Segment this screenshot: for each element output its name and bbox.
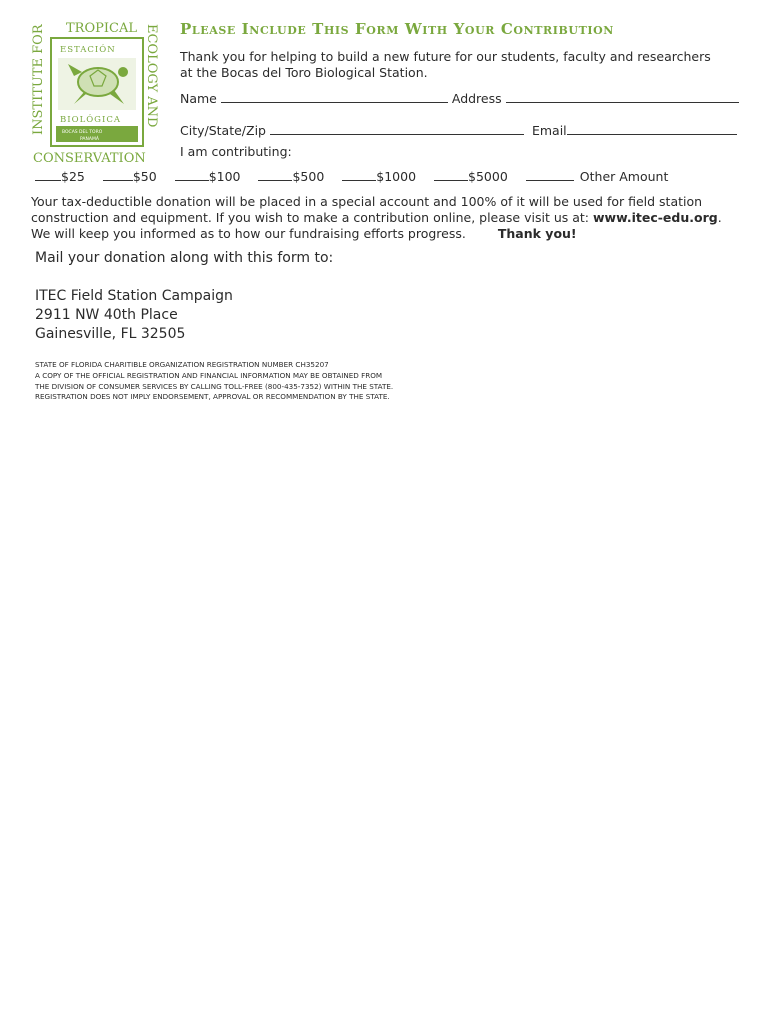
logo-bottom-text: CONSERVATION — [33, 151, 146, 164]
donation-note — [31, 194, 722, 242]
legal-line-1: STATE OF FLORIDA CHARITIBLE ORGANIZATION REGISTRATION NUMBER CH35207 — [35, 360, 329, 369]
city-email-row — [180, 122, 737, 139]
intro-line-2: at the Bocas del Toro Biological Station. — [180, 65, 428, 80]
page-title: Please Include This Form With Your Contribution — [180, 20, 614, 38]
mail-instruction: Mail your donation along with this form to: — [35, 250, 334, 266]
logo-inner-top: ESTACIÓN — [60, 45, 116, 55]
address-label: Address — [451, 91, 502, 106]
legal-line-3: THE DIVISION OF CONSUMER SERVICES BY CALLING TOLL-FREE (800-435-7352) WITHIN THE STATE. — [35, 381, 394, 391]
email-label: Email — [531, 123, 567, 138]
amount-option[interactable]: $50 — [103, 169, 157, 184]
logo-right-text: ECOLOGY AND — [144, 24, 159, 128]
legal-line-4: REGISTRATION DOES NOT IMPLY ENDORSEMENT, APPROVAL OR RECOMMENDATION BY THE STATE. — [35, 392, 390, 402]
address-field[interactable] — [506, 90, 739, 103]
logo-top-text: TROPICAL — [66, 21, 137, 36]
amount-option[interactable]: $500 — [258, 169, 324, 184]
address-line-3: Gainesville, FL 32505 — [35, 326, 186, 342]
amount-option[interactable]: $25 — [35, 169, 85, 184]
email-field[interactable] — [567, 122, 737, 135]
turtle-icon — [58, 58, 136, 110]
address-line-1: ITEC Field Station Campaign — [35, 288, 233, 304]
name-label: Name — [180, 91, 217, 106]
logo-left-text: INSTITUTE FOR — [31, 24, 46, 135]
amount-option[interactable]: $1000 — [342, 169, 416, 184]
name-field[interactable] — [221, 90, 448, 103]
city-label: City/State/Zip — [180, 123, 266, 138]
legal-line-2: A COPY OF THE OFFICIAL REGISTRATION AND FINANCIAL INFORMATION MAY BE OBTAINED FROM — [35, 370, 383, 380]
thank-you-text: Thank you! — [497, 226, 577, 241]
amount-option[interactable]: $5000 — [434, 169, 508, 184]
note-line-1: Your tax-deductible donation will be placed in a special account and 100% of it will be used for field station — [31, 194, 703, 209]
note-line-3: We will keep you informed as to how our fundraising efforts progress. Thank you! — [31, 226, 577, 241]
intro-line-1: Thank you for helping to build a new future for our students, faculty and researchers — [180, 49, 711, 64]
address-line-2: 2911 NW 40th Place — [35, 307, 178, 323]
contributing-label: I am contributing: — [180, 144, 292, 159]
amount-option[interactable]: $100 — [175, 169, 241, 184]
logo-inner-small-1: BOCAS DEL TORO — [62, 130, 103, 135]
intro-text — [180, 49, 711, 81]
amount-options — [35, 169, 682, 184]
website-link[interactable]: www.itec-edu.org — [592, 210, 718, 225]
name-address-row — [180, 90, 739, 107]
mail-address — [35, 287, 233, 344]
amount-option-other[interactable]: Other Amount — [526, 169, 669, 184]
logo-inner-small-2: PANAMÁ — [80, 137, 99, 142]
itec-logo — [30, 18, 164, 164]
logo-inner-bottom: BIOLÓGICA — [60, 115, 121, 125]
legal-disclaimer — [35, 360, 393, 403]
city-field[interactable] — [270, 122, 524, 135]
note-line-2: construction and equipment. If you wish to make a contribution online, please visit us at: www.itec-edu.org. — [31, 210, 722, 225]
